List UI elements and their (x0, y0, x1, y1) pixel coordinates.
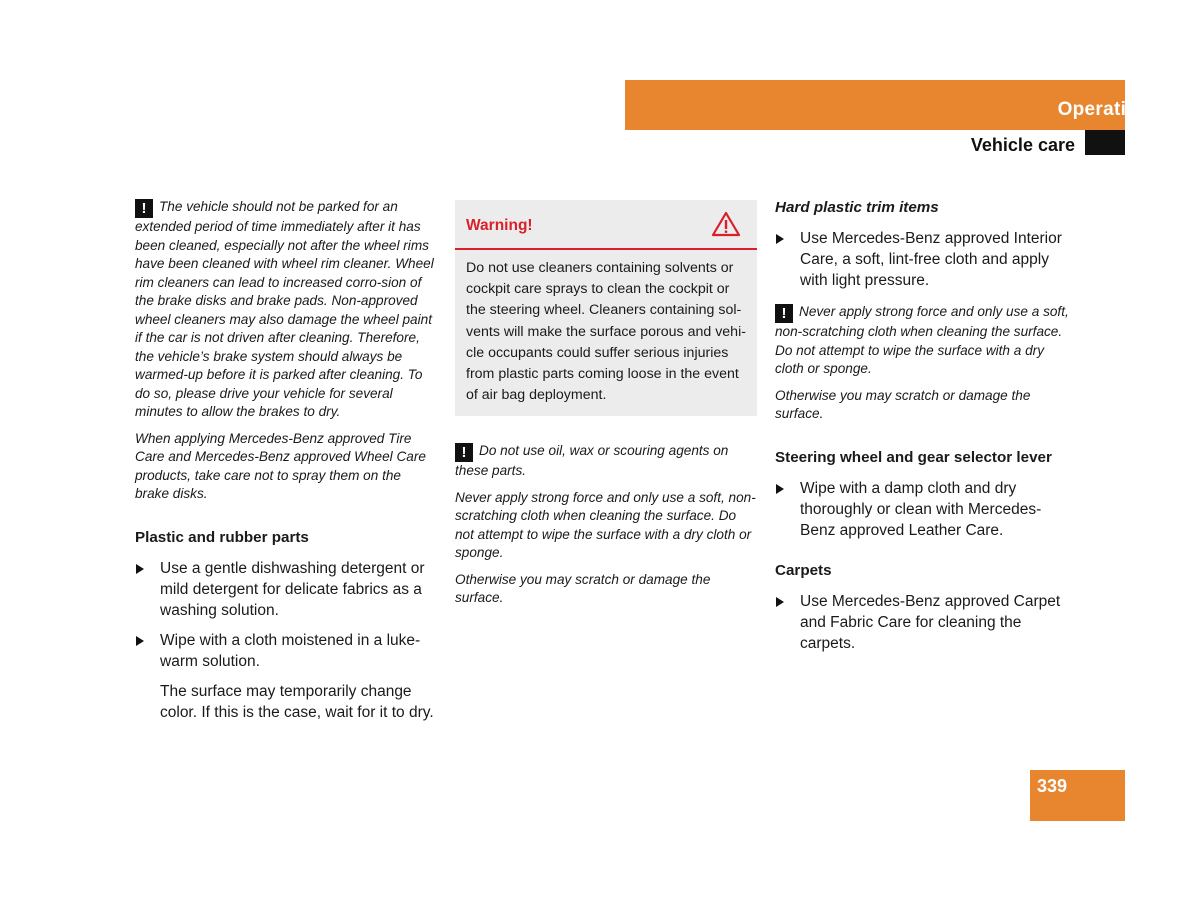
subsection-title: Vehicle care (970, 135, 1075, 155)
exclamation-mark-icon: ! (135, 199, 153, 218)
right-column (775, 198, 1075, 663)
heading-plastic-rubber: Plastic and rubber parts (135, 528, 309, 546)
header-bar (625, 80, 1125, 130)
note-no-oil (455, 442, 757, 481)
exclamation-mark-icon: ! (775, 304, 793, 323)
triangle-bullet-icon (776, 597, 784, 607)
list-item (775, 591, 1075, 654)
header-marker (1085, 130, 1125, 155)
triangle-bullet-icon (776, 234, 784, 244)
note-scratch: Otherwise you may scratch or damage the surface. (455, 571, 711, 606)
note-force-right (775, 303, 1075, 379)
note-text: Never apply strong force and only use a soft, non-scratching cloth when cleaning the surface. Do not attempt to wipe the surface with a dry cloth or sponge. (775, 304, 1069, 376)
warning-label: Warning! (466, 217, 533, 234)
heading-carpets: Carpets (775, 561, 832, 579)
heading-hard-plastic: Hard plastic trim items (775, 199, 939, 216)
list-item (135, 630, 435, 672)
warning-header (455, 200, 757, 250)
note-text: Do not use oil, wax or scouring agents on these parts. (455, 443, 729, 479)
note-scratch-right: Otherwise you may scratch or damage the surface. (775, 387, 1031, 421)
list-item-text: Wipe with a damp cloth and dry thoroughly or clean with Mercedes-Benz approved Leather Care. (800, 479, 1042, 539)
triangle-bullet-icon (136, 564, 144, 574)
page-number: 339 (1037, 776, 1068, 796)
note-force: Never apply strong force and only use a soft, non-scratching cloth when cleaning the surface. Do not attempt to wipe the surface with a dry cloth or sponge. (455, 489, 756, 561)
list-item-text: Use Mercedes-Benz approved Interior Care, a soft, lint-free cloth and apply with light pressure. (800, 230, 1062, 289)
note-text: The vehicle should not be parked for an extended period of time immediately after it has been cleaned, especially not after the wheel rims have been cleaned with wheel rim cleaner. Wheel rim cleaners can lead to increased corro-sion of the brake disks and brake pads. Non-approved wheel cleaners may also damage the wheel paint if the car is not driven after cleaning. Therefore, the vehicle’s brake system should always be warmed-up before it is parked after cleaning. To do so, please drive your vehicle for several minutes to allow the brakes to dry. (135, 199, 434, 419)
warning-text: Do not use cleaners containing solvents or cockpit care sprays to clean the cockpit or the steering wheel. Cleaners containing sol-vents will make the surface porous and vehi-cle occupants could suffer serious injuries from plastic parts coming loose in the event of air bag deployment. (466, 260, 746, 404)
warning-box (455, 200, 757, 416)
exclamation-mark-icon: ! (455, 443, 473, 462)
note-tire-care: When applying Mercedes-Benz approved Tire Care and Mercedes-Benz approved Wheel Care products, take care not to spray them on the brake disks. (135, 430, 426, 501)
triangle-bullet-icon (136, 636, 144, 646)
note-parking (135, 198, 435, 422)
list-item (135, 558, 435, 621)
left-column (135, 198, 435, 723)
list-item-text: Wipe with a cloth moistened in a luke-warm solution. (160, 631, 421, 670)
list-item-text: Use Mercedes-Benz approved Carpet and Fabric Care for cleaning the carpets. (800, 592, 1061, 652)
list-item (775, 228, 1075, 291)
heading-steering-wheel: Steering wheel and gear selector lever (775, 448, 1052, 466)
list-item-followup: The surface may temporarily change color. If this is the case, wait for it to dry. (160, 682, 434, 721)
list-item (775, 478, 1075, 541)
section-title: Operation (1057, 99, 1150, 120)
middle-column (455, 198, 757, 616)
warning-triangle-icon (711, 211, 741, 237)
list-item-text: Use a gentle dishwashing detergent or mild detergent for delicate fabrics as a washing solution. (160, 559, 425, 619)
triangle-bullet-icon (776, 484, 784, 494)
